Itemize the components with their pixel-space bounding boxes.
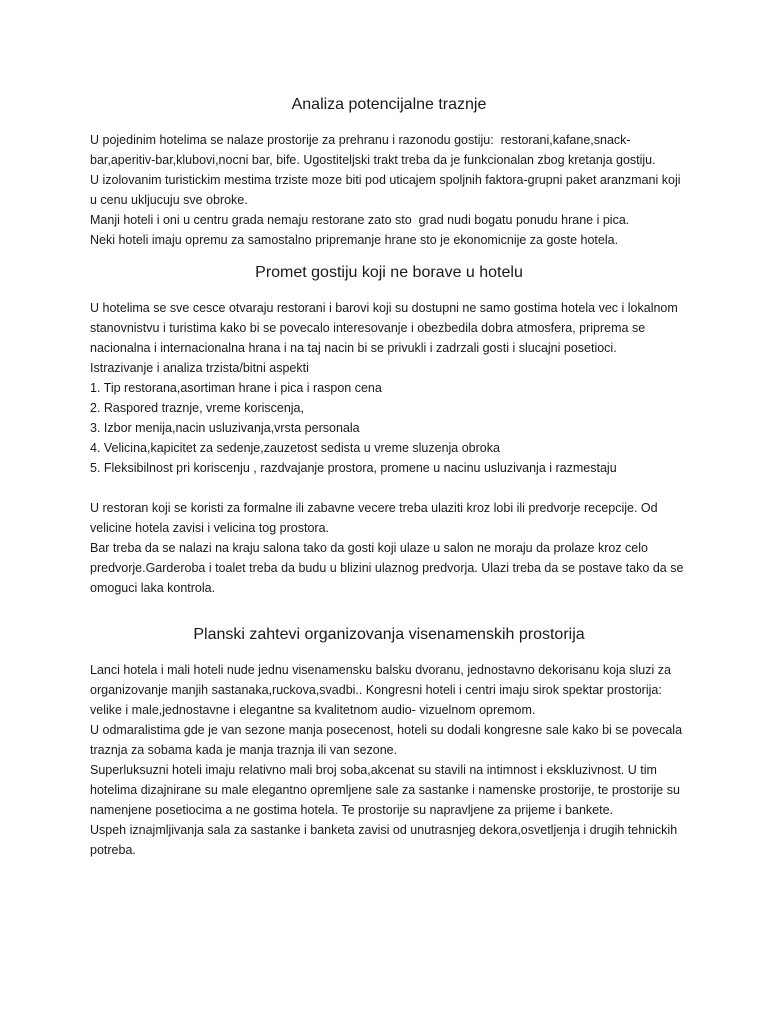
- paragraph: Neki hoteli imaju opremu za samostalno pripremanje hrane sto je ekonomicnije za goste hotela.: [90, 233, 619, 247]
- paragraph: U restoran koji se koristi za formalne ili zabavne vecere treba ulaziti kroz lobi ili predvorje recepcije. Od velicine hotela zavisi i velicina tog prostora.: [90, 501, 662, 535]
- paragraph: U odmaralistima gde je van sezone manja posecenost, hoteli su dodali kongresne sale kako bi se povecala traznja za sobama kada je manja traznja ili van sezone.: [90, 723, 686, 757]
- paragraph: Manji hoteli i oni u centru grada nemaju restorane zato sto grad nudi bogatu ponudu hrane i pica.: [90, 213, 630, 227]
- paragraph: Lanci hotela i mali hoteli nude jednu visenamensku balsku dvoranu, jednostavno dekorisanu koja sluzi za organizovanje manjih sastanaka,ruckova,svadbi.. Kongresni hoteli i centri imaju sirok spektar prostorija: velike i male,jednostavne i elegantne sa kvalitetnom audio- vizuelnom opremom.: [90, 663, 675, 717]
- list-item: 1. Tip restorana,asortiman hrane i pica i raspon cena: [90, 381, 382, 395]
- section-heading-non-resident-guests: Promet gostiju koji ne borave u hotelu: [255, 264, 523, 281]
- list-item: 3. Izbor menija,nacin usluzivanja,vrsta personala: [90, 421, 360, 435]
- list-item: 2. Raspored traznje, vreme koriscenja,: [90, 401, 304, 415]
- paragraph: U hotelima se sve cesce otvaraju restorani i barovi koji su dostupni ne samo gostima hotela vec i lokalnom stanovnistvu i turistima kako bi se povecalo interesovanje i obezbedila dobra atmosfera, priprema se nacionalna i internacionalna hrana i na taj nacin bi se privukli i zadrzali gosti i slucajni posetioci.: [90, 301, 682, 355]
- section-body-demand-analysis: [90, 130, 688, 250]
- section-heading-demand-analysis: Analiza potencijalne traznje: [291, 96, 487, 113]
- section-heading-multipurpose-rooms: Planski zahtevi organizovanja visenamenskih prostorija: [193, 626, 585, 643]
- paragraph: Istrazivanje i analiza trzista/bitni aspekti: [90, 361, 309, 375]
- paragraph: Uspeh iznajmljivanja sala za sastanke i banketa zavisi od unutrasnjeg dekora,osvetljenja i drugih tehnickih potreba.: [90, 823, 681, 857]
- list-item: 5. Fleksibilnost pri koriscenju , razdvajanje prostora, promene u nacinu usluzivanja i razmestaju: [90, 461, 617, 475]
- aspects-list: [90, 378, 688, 478]
- section-body-non-resident-guests: [90, 298, 688, 598]
- paragraph: Superluksuzni hoteli imaju relativno mali broj soba,akcenat su stavili na intimnost i ekskluzivnost. U tim hotelima dizajnirane su male elegantno opremljene sale za sastanke i namenske prostorije, te prostorije su namenjene posetiocima a ne gostima hotela. Te prostorije su napravljene za prijeme i bankete.: [90, 763, 684, 817]
- paragraph: U izolovanim turistickim mestima trziste moze biti pod uticajem spoljnih faktora-grupni paket aranzmani koji u cenu ukljucuju sve obroke.: [90, 173, 684, 207]
- section-body-multipurpose-rooms: [90, 660, 688, 860]
- paragraph: U pojedinim hotelima se nalaze prostorije za prehranu i razonodu gostiju: restorani,kafane,snack-bar,aperitiv-bar,klubovi,nocni bar, bife. Ugostiteljski trakt treba da je funkcionalan zbog kretanja gostiju.: [90, 133, 656, 167]
- paragraph: Bar treba da se nalazi na kraju salona tako da gosti koji ulaze u salon ne moraju da prolaze kroz celo predvorje.Garderoba i toalet treba da budu u blizini ulaznog predvorja. Ulazi treba da se postave tako da se omoguci laka kontrola.: [90, 541, 687, 595]
- list-item: 4. Velicina,kapicitet za sedenje,zauzetost sedista u vreme sluzenja obroka: [90, 441, 500, 455]
- paragraph-spacer: [90, 478, 688, 498]
